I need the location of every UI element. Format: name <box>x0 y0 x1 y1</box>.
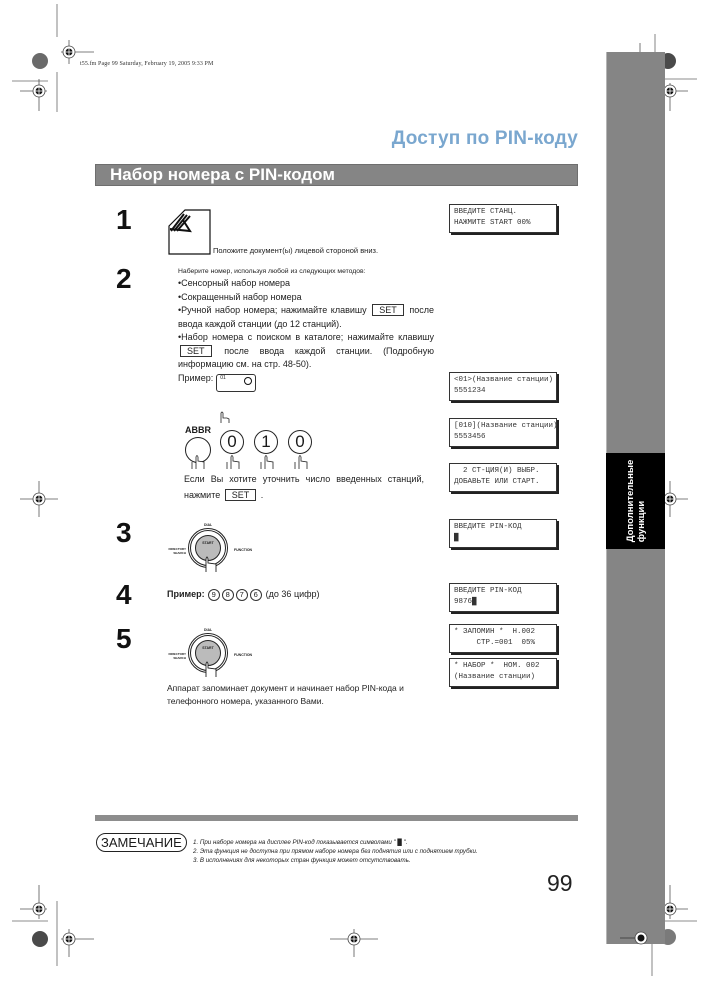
lcd-line: ВВЕДИТЕ СТАНЦ. <box>454 208 518 216</box>
digit-button[interactable]: 0 <box>220 430 244 454</box>
set-key[interactable]: SET <box>180 345 212 357</box>
lcd-line: █ <box>454 534 459 542</box>
hand-press-icons <box>190 452 320 470</box>
side-chapter-tab[interactable] <box>606 453 665 549</box>
note-item: 3. В исполнениях для некоторых стран функция может отсутствовать. <box>193 857 411 864</box>
lcd-line: СТР.=001 05% <box>454 639 536 647</box>
bullet-item: •Сенсорный набор номера <box>178 278 291 288</box>
lcd-line: 9876█ <box>454 598 477 606</box>
hand-press-icon <box>217 410 231 424</box>
page-number: 99 <box>547 870 573 896</box>
step-4-number: 4 <box>116 579 132 610</box>
side-tab-line1: Дополнительные <box>624 459 636 543</box>
set-key[interactable]: SET <box>372 304 404 316</box>
lcd-line: ВВЕДИТЕ PIN-КОД <box>454 523 522 531</box>
note-item: 2. Эта функция не доступна при прямом наборе номера без поднятия или с поднятием трубки. <box>193 848 478 855</box>
confirm-text: Если Вы хотите уточнить число введенных станций, нажмите SET . <box>184 474 424 500</box>
lcd-line: (Название станции) <box>454 673 536 681</box>
lcd-display-step2a <box>449 372 557 401</box>
start-dial-control-step3[interactable]: DIAL DIRECTORY SEARCH FUNCTION START <box>168 523 246 573</box>
lcd-line: ВВЕДИТЕ PIN-КОД <box>454 587 522 595</box>
lcd-line: 5551234 <box>454 387 486 395</box>
note-item: 1. При наборе номера на дисплее PIN-код показывается символами " █ ". <box>193 839 408 846</box>
start-button[interactable]: START <box>195 535 221 561</box>
lcd-display-step1 <box>449 204 557 233</box>
lcd-display-step5b <box>449 658 557 687</box>
step-5-number: 5 <box>116 623 132 654</box>
step-5-text: Аппарат запоминает документ и начинает набор PIN-кода и телефонного номера, указанного Вами. <box>167 683 404 706</box>
side-tab-line2: функции <box>635 500 647 543</box>
document-feed-icon <box>168 209 212 255</box>
digit-button[interactable]: 1 <box>254 430 278 454</box>
abbr-label: ABBR <box>185 425 211 435</box>
crosshair-overlay <box>620 925 660 950</box>
lcd-display-step2b <box>449 418 557 447</box>
bullet-item-manual: •Ручной набор номера; нажимайте клавишу SET после ввода каждой станции (до 12 станций). <box>178 305 434 329</box>
print-header-meta: t55.fm Page 99 Saturday, February 19, 2005 9:33 PM <box>80 61 214 67</box>
step-3-number: 3 <box>116 517 132 548</box>
bullet-item: •Сокращенный набор номера <box>178 291 302 302</box>
note-label: ЗАМЕЧАНИЕ <box>96 833 187 852</box>
digit-button[interactable]: 0 <box>288 430 312 454</box>
step-1-text: Положите документ(ы) лицевой стороной вниз. <box>213 246 379 255</box>
step-2-number: 2 <box>116 263 132 294</box>
set-key[interactable]: SET <box>225 489 257 501</box>
hand-press-icon <box>200 553 220 573</box>
lcd-line: * НАБОР * НОМ. 002 <box>454 662 540 670</box>
section-title: Набор номера с PIN-кодом <box>110 165 335 184</box>
lcd-line: * ЗАПОМИН * Н.002 <box>454 628 536 636</box>
lcd-display-step5a <box>449 624 557 653</box>
note-list <box>193 838 478 865</box>
digit-circle: 8 <box>222 589 234 601</box>
bullet-item-directory: •Набор номера с поиском в каталоге; нажимайте клавишу SET после ввода каждой станции. (Подробную информацию см. на стр. 48-50). <box>178 332 434 369</box>
start-button[interactable]: START <box>195 640 221 666</box>
lcd-line: 5553456 <box>454 433 486 441</box>
key-indicator-icon <box>244 377 252 385</box>
lcd-line: ДОБАВЬТЕ ИЛИ СТАРТ. <box>454 478 540 486</box>
divider-bar <box>95 815 578 821</box>
hand-press-icon <box>200 658 220 678</box>
step-1-number: 1 <box>116 204 132 235</box>
lcd-line: 2 СТ-ЦИЯ(И) ВЫБР. <box>454 467 540 475</box>
section-header <box>95 164 578 186</box>
page-title: Доступ по PIN-коду <box>391 128 578 149</box>
one-touch-key-01[interactable]: 01 <box>216 374 256 392</box>
lcd-display-step2c <box>449 463 557 492</box>
digit-circle: 7 <box>236 589 248 601</box>
step-2-body <box>178 267 434 392</box>
start-dial-control-step5[interactable]: DIAL DIRECTORY SEARCH FUNCTION START <box>168 628 246 678</box>
lcd-line: [010](Название станции) <box>454 422 558 430</box>
step-2-intro: Наберите номер, используя любой из следующих методов: <box>178 268 366 275</box>
lcd-display-step3 <box>449 519 557 548</box>
lcd-line: <01>(Название станции) <box>454 376 554 384</box>
lcd-line: НАЖМИТЕ START 00% <box>454 219 531 227</box>
digit-circle: 9 <box>208 589 220 601</box>
digit-circle: 6 <box>250 589 262 601</box>
lcd-display-step4 <box>449 583 557 612</box>
example-row: Пример: 01 <box>178 372 434 392</box>
step-4-example: Пример: 9 8 7 6 (до 36 цифр) <box>167 589 320 599</box>
